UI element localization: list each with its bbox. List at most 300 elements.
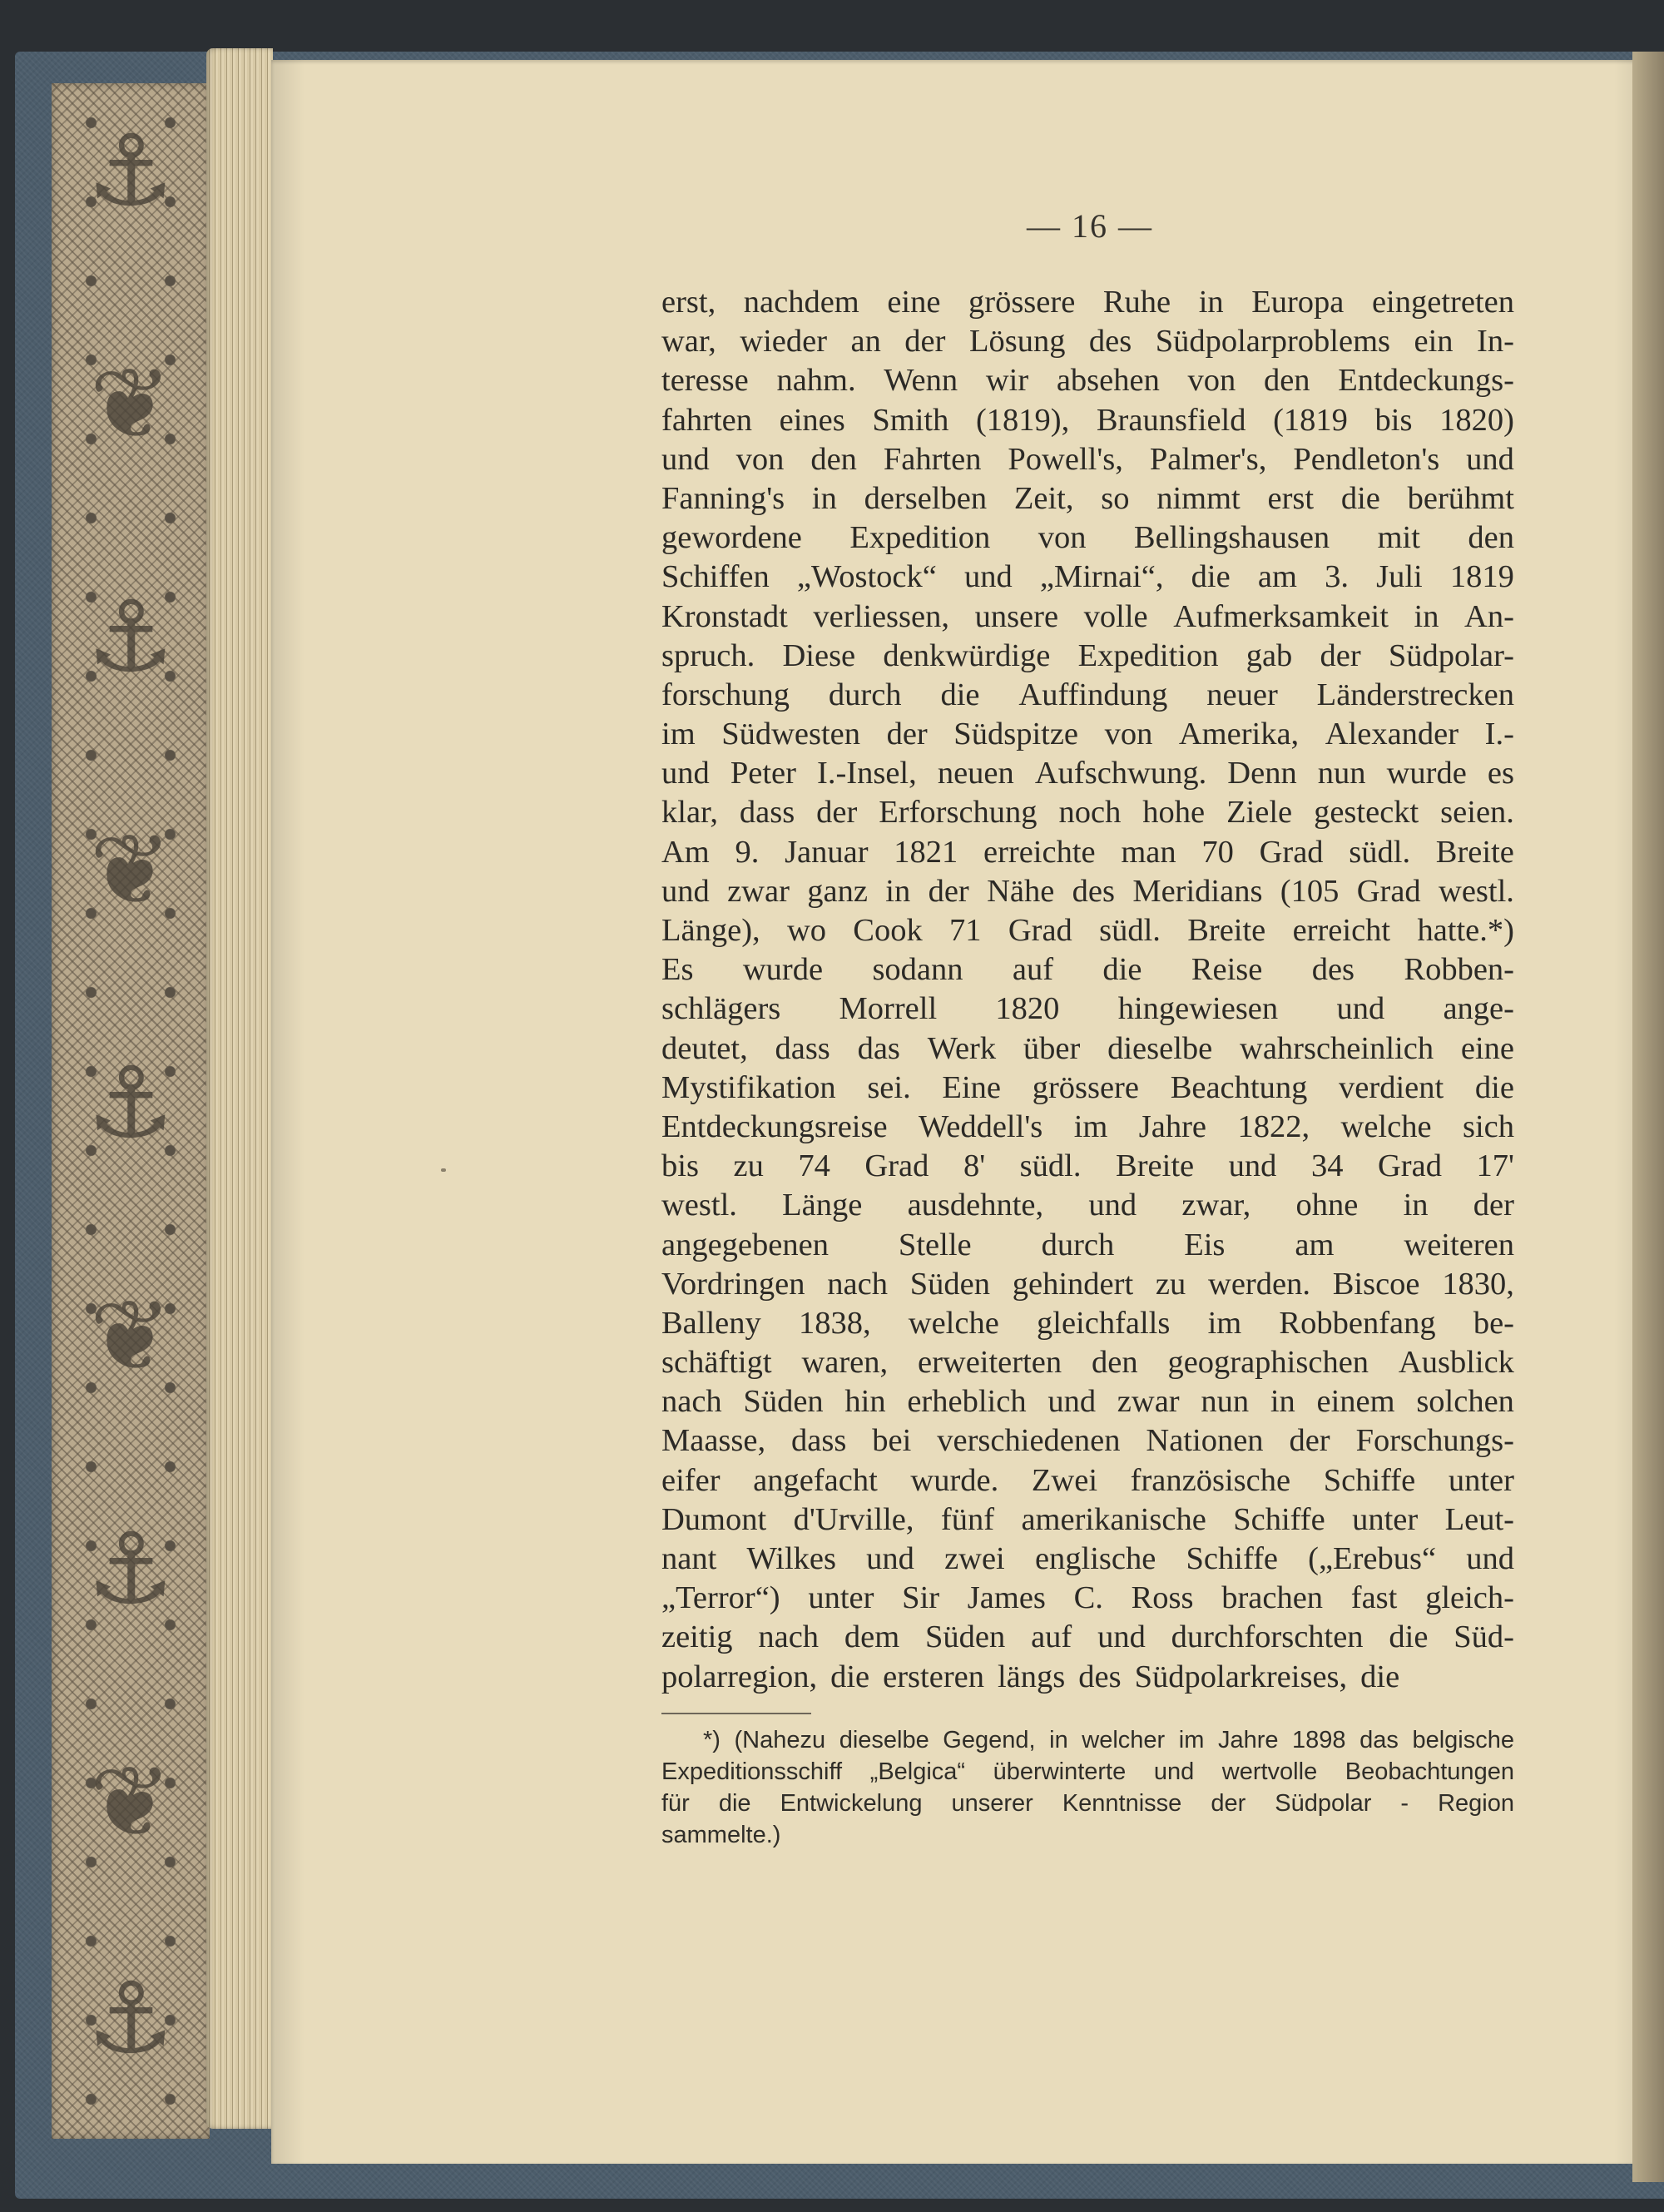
- body-word: 1820: [995, 991, 1060, 1027]
- body-word: der: [928, 873, 969, 909]
- body-word: Süden: [925, 1619, 1006, 1655]
- body-word: ersteren: [883, 1659, 984, 1694]
- body-word: James: [967, 1580, 1046, 1616]
- footnote-line: [661, 1788, 1514, 1819]
- body-word: Fanning's: [661, 480, 785, 516]
- body-word: so: [1101, 480, 1130, 516]
- anchor-ornament-icon: ⚓: [87, 1045, 175, 1160]
- body-word: wir: [985, 363, 1029, 399]
- body-word: eines: [779, 402, 845, 438]
- body-word: Dumont: [661, 1501, 767, 1537]
- body-word: fast: [1350, 1580, 1398, 1616]
- body-line: [661, 1658, 1514, 1697]
- body-word: forschung: [661, 677, 790, 712]
- body-word: nach: [758, 1619, 820, 1655]
- body-word: eifer: [661, 1462, 721, 1498]
- body-word: Eine: [942, 1069, 1001, 1105]
- body-word: auf: [1012, 952, 1054, 988]
- body-line: [661, 1186, 1514, 1225]
- body-word: von: [1038, 520, 1087, 556]
- footnote-line: [661, 1756, 1514, 1788]
- body-word: dem: [844, 1619, 900, 1655]
- body-word: Wenn: [884, 363, 958, 399]
- body-word: 1822,: [1237, 1108, 1310, 1144]
- body-word: des: [1078, 1659, 1122, 1694]
- body-word: Reise: [1191, 952, 1263, 988]
- body-word: wahrscheinlich: [1240, 1030, 1434, 1066]
- body-word: Erforschung: [879, 795, 1038, 831]
- body-word: Süden: [909, 1266, 990, 1302]
- body-word: einem: [1316, 1384, 1395, 1420]
- body-word: angegebenen: [661, 1227, 829, 1262]
- body-word: der: [1473, 1188, 1514, 1223]
- margin-mark: [441, 1168, 446, 1172]
- body-word: „Wostock“: [796, 559, 937, 595]
- footnote-word: Gegend,: [943, 1727, 1036, 1753]
- body-word: Robben-: [1404, 952, 1514, 988]
- footnote-word: „Belgica“: [869, 1758, 966, 1785]
- body-word: längs: [997, 1659, 1066, 1694]
- body-word: polarregion,: [661, 1659, 818, 1694]
- body-line: [661, 1029, 1514, 1069]
- body-word: zwar,: [1181, 1188, 1251, 1223]
- body-word: spruch.: [661, 637, 755, 673]
- body-word: Morrell: [839, 991, 938, 1027]
- body-word: Robbenfang: [1279, 1305, 1436, 1341]
- body-word: Ziele: [1226, 795, 1293, 831]
- body-word: neuen: [937, 756, 1014, 791]
- body-word: Denn: [1227, 756, 1297, 791]
- anchor-ornament-icon: ⚓: [87, 113, 175, 228]
- body-word: Alexander: [1325, 717, 1459, 752]
- body-line: [661, 322, 1514, 361]
- body-word: Biscoe: [1332, 1266, 1420, 1302]
- body-line: [661, 637, 1514, 676]
- body-word: Schiffe: [1186, 1541, 1278, 1576]
- body-line: [661, 479, 1514, 518]
- footnote-word: und: [1153, 1758, 1195, 1785]
- body-word: seien.: [1440, 795, 1514, 831]
- footnote-word: welcher: [1082, 1727, 1166, 1753]
- body-word: brachen: [1221, 1580, 1324, 1616]
- body-word: eine: [887, 285, 941, 320]
- body-word: die: [830, 1659, 870, 1694]
- body-word: nahm.: [776, 363, 856, 399]
- body-word: „Terror“): [661, 1580, 780, 1616]
- body-word: wurde: [1386, 756, 1467, 791]
- body-word: und: [1466, 1541, 1514, 1576]
- body-word: Balleny: [661, 1305, 761, 1341]
- footnote-word: überwinterte: [993, 1758, 1127, 1785]
- body-word: in: [1403, 1188, 1429, 1223]
- body-word: hatte.*): [1417, 913, 1514, 948]
- footnote-word: Südpolar: [1275, 1790, 1372, 1817]
- footnote-word: 1898: [1292, 1727, 1346, 1753]
- body-word: in: [1414, 598, 1439, 634]
- body-line: [661, 1500, 1514, 1540]
- footnote-word: Kenntnisse: [1062, 1790, 1182, 1817]
- body-line: [661, 1069, 1514, 1108]
- body-word: In-: [1477, 324, 1514, 360]
- body-line: [661, 518, 1514, 558]
- body-word: und: [1228, 1148, 1277, 1184]
- footnote-word: der: [1211, 1790, 1246, 1817]
- body-word: Am: [661, 834, 710, 870]
- body-word: Südpolarkreises,: [1134, 1659, 1348, 1694]
- body-word: durch: [1041, 1227, 1115, 1262]
- body-word: südl.: [1019, 1148, 1082, 1184]
- body-word: von: [735, 441, 785, 477]
- footnote-line: [661, 1724, 1514, 1756]
- body-word: französische: [1130, 1462, 1291, 1498]
- body-word: gab: [1246, 637, 1293, 673]
- body-word: (1819),: [975, 402, 1070, 438]
- body-word: denkwürdige: [883, 637, 1051, 673]
- anchor-ornament-icon: ⚓: [87, 1961, 175, 2076]
- body-word: und: [1336, 991, 1385, 1027]
- body-line: [661, 598, 1514, 637]
- anchor-ornament-icon: ⚓: [87, 579, 175, 694]
- body-word: Ausblick: [1398, 1345, 1514, 1381]
- body-word: wurde: [742, 952, 824, 988]
- body-word: Amerika,: [1178, 717, 1300, 752]
- body-word: gewordene: [661, 520, 802, 556]
- body-word: C.: [1073, 1580, 1103, 1616]
- body-word: Maasse,: [661, 1423, 766, 1459]
- body-word: die: [1102, 952, 1142, 988]
- body-word: grössere: [1032, 1069, 1139, 1105]
- body-word: 3.: [1325, 559, 1349, 595]
- body-word: gleich-: [1425, 1580, 1514, 1616]
- body-word: Zwei: [1031, 1462, 1098, 1498]
- body-word: („Erebus“: [1308, 1541, 1437, 1576]
- body-word: den: [1091, 1345, 1138, 1381]
- body-word: erheblich: [907, 1384, 1027, 1420]
- body-line: [661, 1108, 1514, 1147]
- body-word: Grad: [1378, 1148, 1442, 1184]
- body-word: zu: [733, 1148, 764, 1184]
- body-word: in: [1270, 1384, 1295, 1420]
- footnote-word: belgische: [1412, 1727, 1514, 1753]
- body-word: Peter: [730, 756, 796, 791]
- footnote-word: Region: [1438, 1790, 1514, 1817]
- body-word: 8': [963, 1148, 986, 1184]
- body-word: Expedition: [1077, 637, 1219, 673]
- body-line: [661, 361, 1514, 400]
- footnote-word: Jahre: [1217, 1727, 1279, 1753]
- body-word: verdient: [1339, 1069, 1444, 1105]
- body-word: dieselbe: [1107, 1030, 1213, 1066]
- body-word: Schiffen: [661, 559, 770, 595]
- footnote-word: dieselbe: [839, 1727, 929, 1753]
- body-word: Fahrten: [883, 441, 982, 477]
- body-word: Südpolarproblems: [1155, 324, 1391, 360]
- anchor-ornament-icon: ⚓: [87, 1511, 175, 1626]
- body-line: [661, 950, 1514, 989]
- body-word: Breite: [1435, 834, 1514, 870]
- body-word: sodann: [872, 952, 963, 988]
- body-word: und: [866, 1541, 914, 1576]
- body-word: 1830,: [1442, 1266, 1514, 1302]
- body-word: schäftigt: [661, 1345, 772, 1381]
- body-word: nach: [661, 1384, 722, 1420]
- body-word: amerikanische: [1021, 1501, 1206, 1537]
- body-word: schlägers: [661, 991, 781, 1027]
- body-word: „Mirnai“,: [1039, 559, 1164, 595]
- body-word: fünf: [940, 1501, 995, 1537]
- eagle-ornament-icon: ❦: [89, 1278, 172, 1393]
- body-word: waren,: [801, 1345, 889, 1381]
- body-word: nach: [827, 1266, 888, 1302]
- body-word: Palmer's,: [1149, 441, 1267, 477]
- body-word: die: [1474, 1069, 1514, 1105]
- footnote-word: für: [661, 1790, 690, 1817]
- footnote-word: *): [703, 1727, 721, 1753]
- body-word: Zeit,: [1013, 480, 1074, 516]
- body-line: [661, 401, 1514, 440]
- body-word: klar,: [661, 795, 718, 831]
- body-line: [661, 911, 1514, 950]
- eagle-ornament-icon: ❦: [89, 812, 172, 927]
- body-word: des: [1072, 873, 1115, 909]
- body-word: Süden: [743, 1384, 824, 1420]
- body-word: das: [857, 1030, 900, 1066]
- body-word: die: [1360, 1659, 1400, 1694]
- body-line: [661, 1226, 1514, 1265]
- body-word: Braunsfield: [1096, 402, 1246, 438]
- footnote-word: Expeditionsschiff: [661, 1758, 843, 1785]
- body-word: gesteckt: [1314, 795, 1419, 831]
- footnote-word: sammelte.): [661, 1822, 781, 1848]
- body-word: und: [1097, 1619, 1146, 1655]
- body-word: zu: [1155, 1266, 1186, 1302]
- footnote-word: im: [1178, 1727, 1205, 1753]
- body-word: den: [810, 441, 857, 477]
- body-word: Leut-: [1444, 1501, 1514, 1537]
- body-word: solchen: [1416, 1384, 1514, 1420]
- body-word: Grad: [1259, 834, 1324, 870]
- body-word: Weddell's: [919, 1108, 1043, 1144]
- body-word: erreichte: [983, 834, 1096, 870]
- body-word: 71: [949, 913, 982, 948]
- body-word: (105: [1280, 873, 1340, 909]
- body-word: eingetreten: [1371, 285, 1514, 320]
- body-word: 70: [1201, 834, 1234, 870]
- body-word: Breite: [1116, 1148, 1195, 1184]
- right-page-edge: [1632, 52, 1664, 2182]
- body-word: und: [661, 441, 710, 477]
- body-word: berühmt: [1407, 480, 1514, 516]
- body-line: [661, 1579, 1514, 1618]
- body-line: [661, 1265, 1514, 1304]
- body-word: nun: [1201, 1384, 1250, 1420]
- body-word: Cook: [853, 913, 923, 948]
- body-word: verliessen,: [813, 598, 949, 634]
- body-word: 1819: [1449, 559, 1514, 595]
- body-word: englische: [1034, 1541, 1156, 1576]
- body-word: angefacht: [753, 1462, 878, 1498]
- page-number: — 16 —: [1027, 207, 1153, 245]
- body-word: 17': [1476, 1148, 1514, 1184]
- body-word: d'Urville,: [793, 1501, 914, 1537]
- body-word: bei: [872, 1423, 912, 1459]
- body-word: teresse: [661, 363, 749, 399]
- body-word: deutet,: [661, 1030, 748, 1066]
- body-word: Länderstrecken: [1316, 677, 1514, 712]
- body-word: über: [1023, 1030, 1081, 1066]
- body-word: und: [1047, 1384, 1097, 1420]
- body-word: die: [940, 677, 980, 712]
- body-word: Stelle: [898, 1227, 972, 1262]
- body-word: wieder: [740, 324, 828, 360]
- body-word: zwar: [727, 873, 790, 909]
- body-word: mit: [1377, 520, 1420, 556]
- body-word: im: [1207, 1305, 1242, 1341]
- body-word: wurde.: [910, 1462, 999, 1498]
- footnote: [661, 1724, 1514, 1851]
- body-word: der: [1289, 1423, 1330, 1459]
- body-word: bis: [661, 1148, 699, 1184]
- body-line: [661, 872, 1514, 911]
- body-word: in: [1198, 285, 1224, 320]
- body-word: I.-Insel,: [817, 756, 917, 791]
- footnote-word: das: [1359, 1727, 1399, 1753]
- body-word: dass: [791, 1423, 847, 1459]
- body-text: [661, 283, 1514, 1697]
- body-word: be-: [1473, 1305, 1514, 1341]
- body-word: der: [1320, 637, 1361, 673]
- footnote-word: -: [1400, 1790, 1409, 1817]
- body-word: man: [1121, 834, 1176, 870]
- body-word: Aufschwung.: [1034, 756, 1207, 791]
- body-word: sich: [1462, 1108, 1514, 1144]
- body-word: im: [661, 717, 696, 752]
- body-word: Länge),: [661, 913, 760, 948]
- body-line: [661, 676, 1514, 715]
- body-word: An-: [1464, 598, 1514, 634]
- body-word: Mystifikation: [661, 1069, 836, 1105]
- body-word: der: [816, 795, 858, 831]
- body-word: nant: [661, 1541, 717, 1576]
- body-word: unsere: [974, 598, 1059, 634]
- body-word: Auffindung: [1018, 677, 1168, 712]
- body-word: dass: [739, 795, 795, 831]
- body-word: Südwesten: [721, 717, 861, 752]
- body-word: 9.: [735, 834, 760, 870]
- body-line: [661, 1540, 1514, 1579]
- body-word: Vordringen: [661, 1266, 805, 1302]
- body-word: geographischen: [1167, 1345, 1369, 1381]
- body-word: des: [1311, 952, 1355, 988]
- body-word: Juli: [1376, 559, 1423, 595]
- body-word: gehindert: [1012, 1266, 1134, 1302]
- body-word: Jahre: [1138, 1108, 1207, 1144]
- body-word: sei.: [867, 1069, 911, 1105]
- body-word: (1819: [1273, 402, 1348, 438]
- body-word: nachdem: [743, 285, 859, 320]
- body-line: [661, 833, 1514, 872]
- body-line: [661, 440, 1514, 479]
- body-word: Diese: [782, 637, 856, 673]
- body-word: des: [1088, 324, 1132, 360]
- body-word: am: [1295, 1227, 1335, 1262]
- body-word: Kronstadt: [661, 598, 788, 634]
- body-word: die: [1340, 480, 1380, 516]
- body-word: hingewiesen: [1117, 991, 1279, 1027]
- page-edges: [206, 48, 273, 2129]
- body-word: erreicht: [1292, 913, 1391, 948]
- body-line: [661, 989, 1514, 1029]
- body-line: [661, 1461, 1514, 1500]
- footnote-word: die: [718, 1790, 751, 1817]
- body-word: den: [1468, 520, 1514, 556]
- body-line: [661, 1147, 1514, 1186]
- body-word: Nationen: [1146, 1423, 1264, 1459]
- body-word: auf: [1031, 1619, 1072, 1655]
- body-word: Bellingshausen: [1133, 520, 1330, 556]
- body-word: Ross: [1131, 1580, 1194, 1616]
- body-word: erweiterten: [917, 1345, 1062, 1381]
- body-word: an: [850, 324, 881, 360]
- body-word: ausdehnte,: [907, 1188, 1044, 1223]
- body-word: die: [1389, 1619, 1429, 1655]
- body-word: erst,: [661, 285, 716, 320]
- body-word: neuer: [1206, 677, 1278, 712]
- body-word: Pendleton's: [1293, 441, 1440, 477]
- body-word: unter: [1448, 1462, 1514, 1498]
- body-word: Europa: [1251, 285, 1345, 320]
- body-word: Forschungs-: [1355, 1423, 1514, 1459]
- body-word: Breite: [1187, 913, 1266, 948]
- body-word: derselben: [864, 480, 988, 516]
- body-word: den: [1263, 363, 1310, 399]
- body-word: hin: [844, 1384, 886, 1420]
- body-word: zwar: [1117, 1384, 1180, 1420]
- footnote-line: [661, 1819, 1514, 1851]
- footnote-word: in: [1049, 1727, 1068, 1753]
- body-word: Entdeckungsreise: [661, 1108, 888, 1144]
- body-word: ange-: [1443, 991, 1514, 1027]
- body-word: gleichfalls: [1037, 1305, 1171, 1341]
- footnote-word: unserer: [951, 1790, 1033, 1817]
- body-word: nun: [1317, 756, 1366, 791]
- body-word: Schiffe: [1233, 1501, 1325, 1537]
- body-word: südl.: [1349, 834, 1411, 870]
- body-word: wo: [786, 913, 826, 948]
- body-word: westl.: [1439, 873, 1514, 909]
- body-word: verschiedenen: [937, 1423, 1121, 1459]
- body-word: welche: [1340, 1108, 1432, 1144]
- body-word: es: [1487, 756, 1514, 791]
- body-word: zwei: [944, 1541, 1005, 1576]
- body-word: und: [1466, 441, 1514, 477]
- body-word: Südpolar-: [1388, 637, 1514, 673]
- body-word: Eis: [1184, 1227, 1226, 1262]
- body-word: erst: [1267, 480, 1315, 516]
- body-word: absehen: [1056, 363, 1160, 399]
- body-word: weiteren: [1404, 1227, 1514, 1262]
- body-word: 1820): [1439, 402, 1514, 438]
- body-line: [661, 715, 1514, 754]
- body-line: [661, 558, 1514, 597]
- body-word: I.-: [1484, 717, 1514, 752]
- body-line: [661, 1382, 1514, 1421]
- body-word: südl.: [1099, 913, 1161, 948]
- body-word: 34: [1310, 1148, 1344, 1184]
- body-word: bis: [1374, 402, 1413, 438]
- body-word: 1821: [894, 834, 958, 870]
- body-word: die: [1191, 559, 1231, 595]
